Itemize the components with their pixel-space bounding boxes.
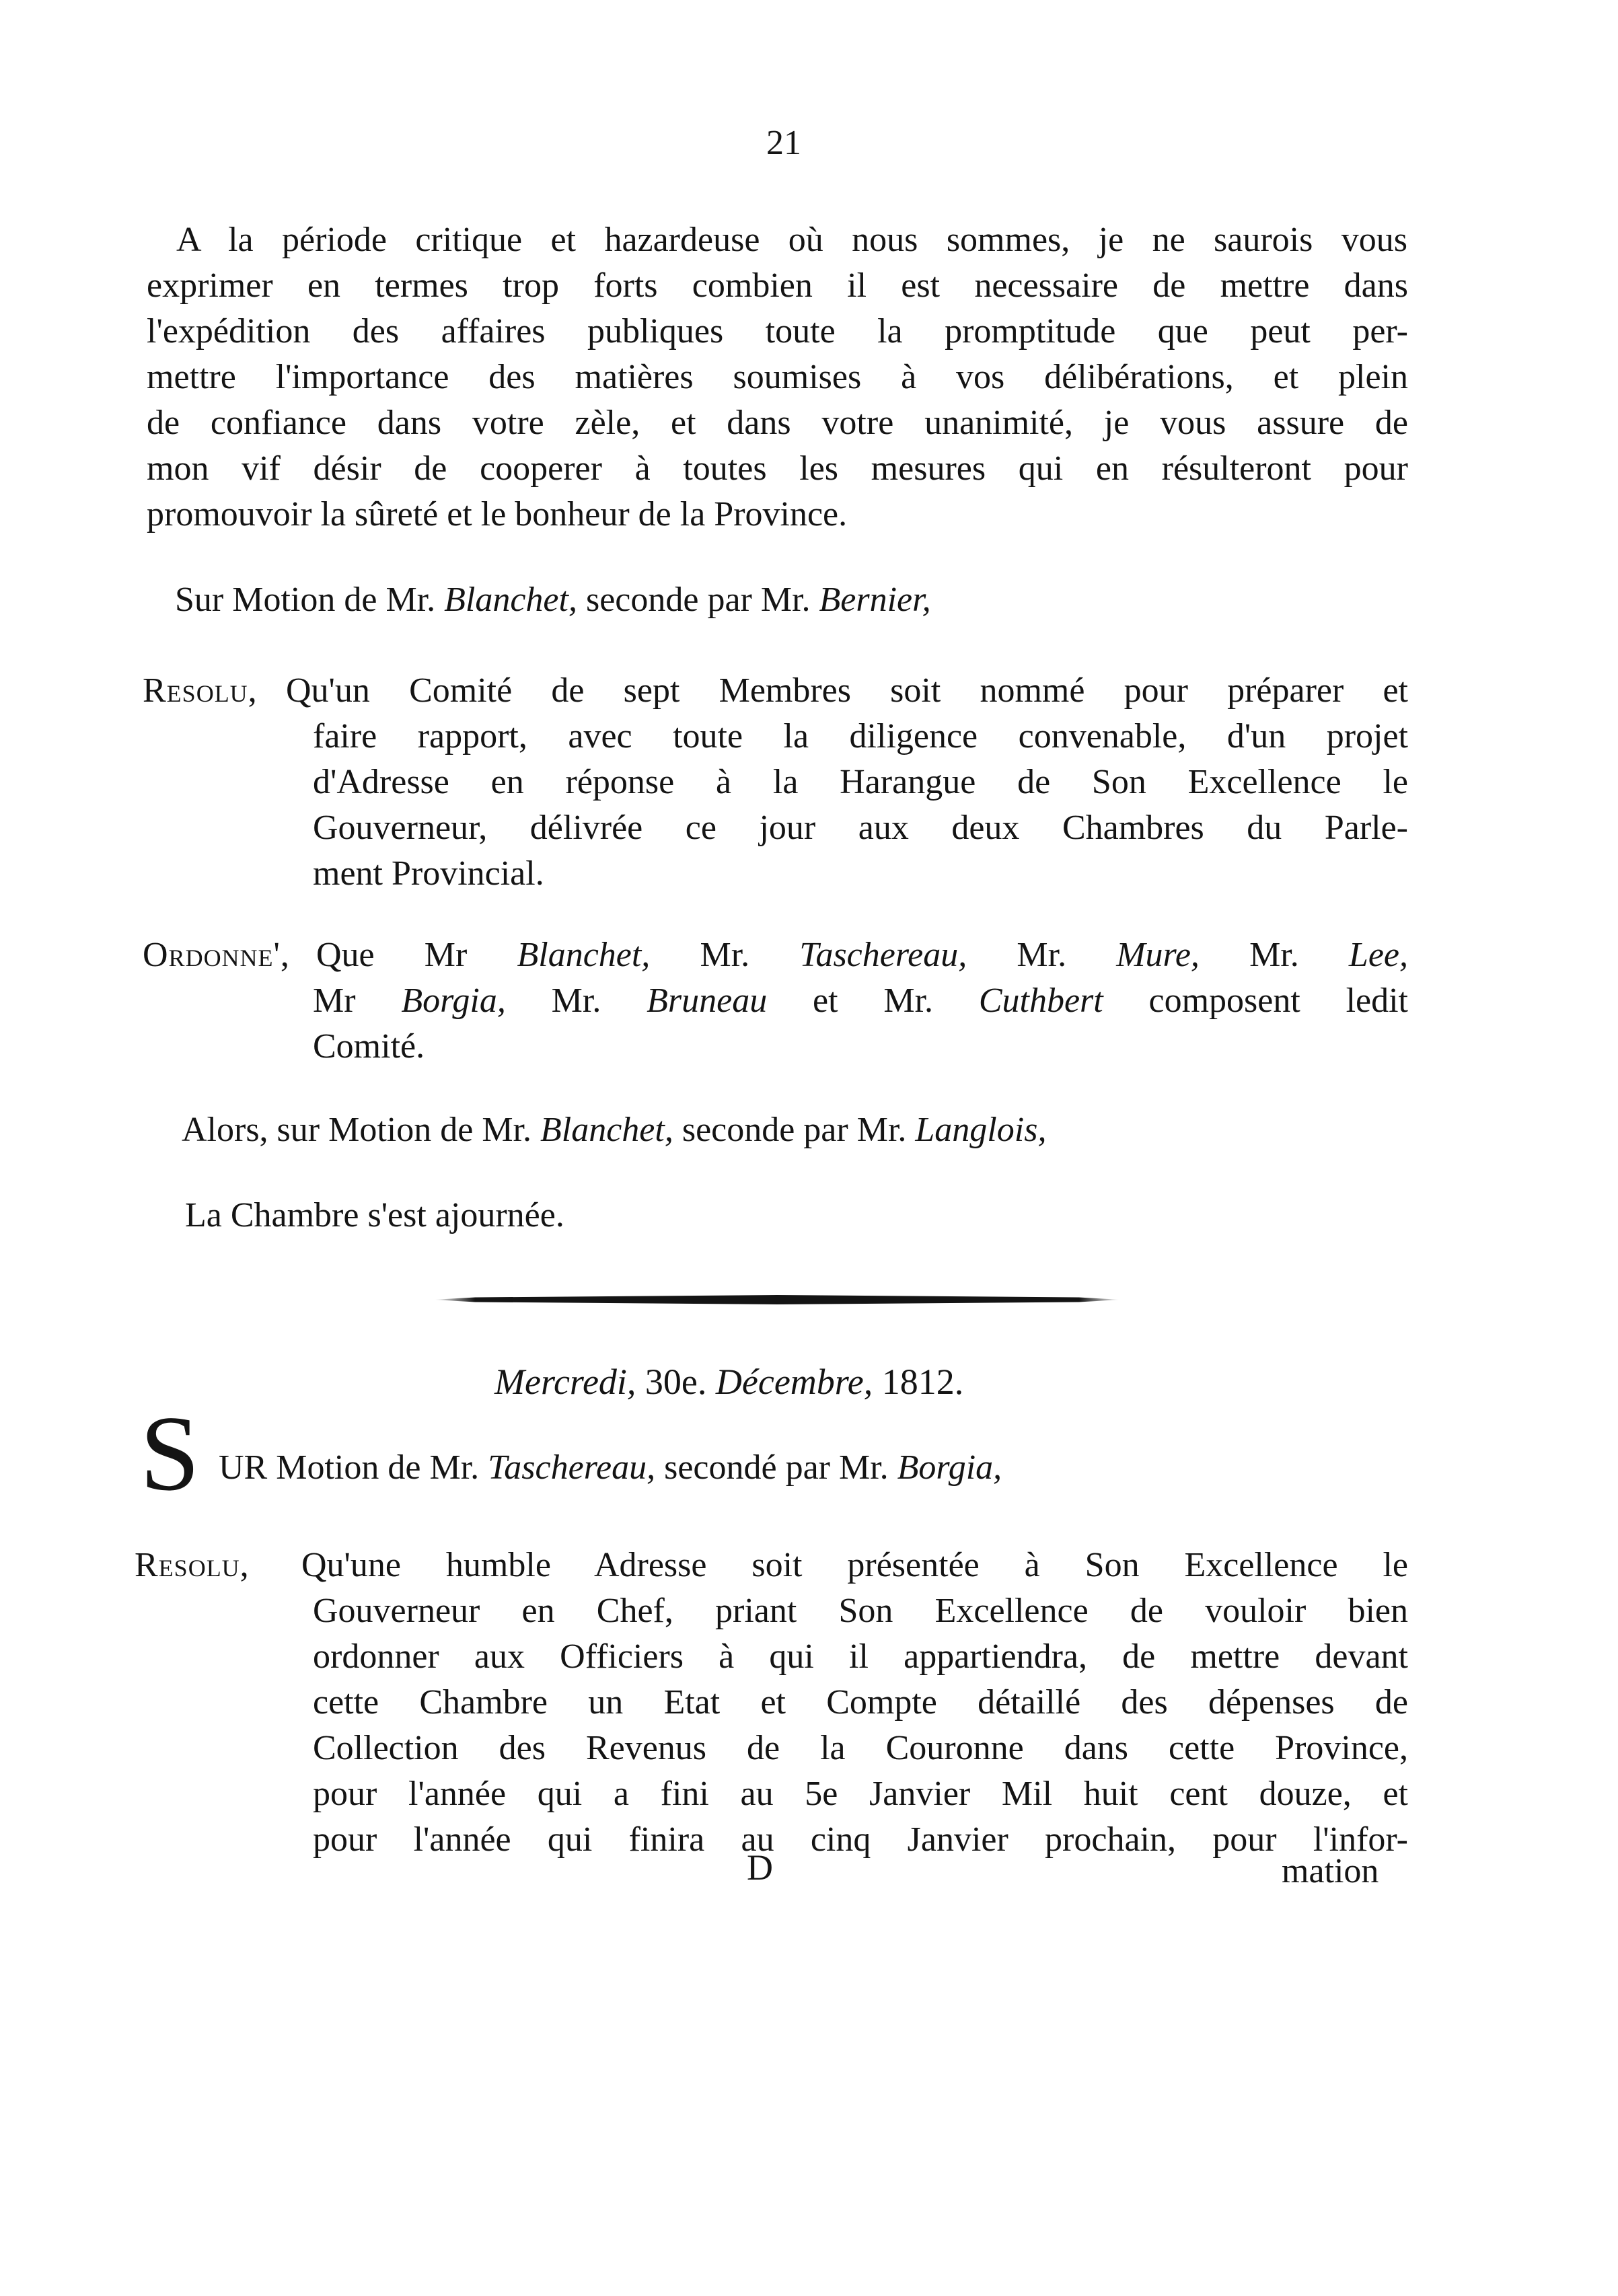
speech-line: promouvoir la sûreté et le bonheur de la Province.: [147, 495, 848, 533]
resolution-line: Qu'une humble Adresse soit présentée à Son Excellence le: [301, 1546, 1408, 1584]
speech-line: exprimer en termes trop forts combien il est necessaire de mettre dans: [147, 266, 1408, 305]
catchword: mation: [1282, 1852, 1379, 1890]
member-name: Blanchet,: [540, 1111, 673, 1149]
member-name: Blanchet,: [444, 581, 577, 619]
resolution-line: Gouverneur en Chef, priant Son Excellence de vouloir bien: [313, 1592, 1408, 1630]
member-name: Bernier,: [819, 581, 931, 619]
speech-line: mon vif désir de cooperer à toutes les mesures qui en résulteront pour: [147, 449, 1408, 488]
resolu-label: Resolu,: [135, 1546, 250, 1584]
signature-mark: D: [747, 1847, 773, 1888]
motion-blanchet-bernier: Sur Motion de Mr. Blanchet, seconde par Mr. Bernier,: [175, 581, 931, 619]
order-line: Mr Borgia, Mr. Bruneau et Mr. Cuthbert composent ledit: [313, 982, 1409, 1020]
speech-line: mettre l'importance des matières soumises à vos délibérations, et plein: [147, 358, 1408, 396]
page-number: 21: [766, 124, 801, 162]
speech-line: A la période critique et hazardeuse où nous sommes, je ne saurois vous: [176, 221, 1407, 259]
resolution-line: Collection des Revenus de la Couronne dans cette Province,: [313, 1729, 1408, 1767]
resolution-line: d'Adresse en réponse à la Harangue de Son Excellence le: [313, 763, 1408, 801]
order-line: Que Mr Blanchet, Mr. Taschereau, Mr. Mure, Mr. Lee,: [316, 936, 1408, 974]
adjournment-line: La Chambre s'est ajournée.: [185, 1196, 564, 1234]
resolution-line: pour l'année qui finira au cinq Janvier prochain, pour l'infor-: [313, 1820, 1408, 1859]
member-name: Borgia,: [897, 1448, 1002, 1487]
resolu-label: Resolu,: [143, 671, 258, 710]
motion-blanchet-langlois: Alors, sur Motion de Mr. Blanchet, seconde par Mr. Langlois,: [182, 1111, 1047, 1149]
resolution-line: pour l'année qui a fini au 5e Janvier Mil huit cent douze, et: [313, 1775, 1408, 1813]
resolution-line: ment Provincial.: [313, 854, 544, 893]
resolution-line: ordonner aux Officiers à qui il appartiendra, de mettre devant: [313, 1637, 1408, 1676]
drop-cap: S: [140, 1393, 200, 1513]
motion-taschereau-borgia: UR Motion de Mr. Taschereau, secondé par Mr. Borgia,: [219, 1448, 1002, 1487]
section-rule: [434, 1295, 1120, 1304]
resolution-line: Qu'un Comité de sept Membres soit nommé pour préparer et: [286, 671, 1408, 710]
session-date: Mercredi, 30e. Décembre, 1812.: [494, 1362, 964, 1402]
ordonne-label: Ordonne',: [143, 936, 290, 974]
member-name: Langlois,: [915, 1111, 1047, 1149]
resolution-line: faire rapport, avec toute la diligence convenable, d'un projet: [313, 717, 1408, 755]
order-line: Comité.: [313, 1027, 425, 1066]
speech-line: l'expédition des affaires publiques toute la promptitude que peut per-: [147, 312, 1408, 350]
resolution-line: cette Chambre un Etat et Compte détaillé des dépenses de: [313, 1683, 1408, 1721]
resolution-line: Gouverneur, délivrée ce jour aux deux Chambres du Parle-: [313, 809, 1408, 847]
member-name: Taschereau,: [488, 1448, 656, 1487]
speech-line: de confiance dans votre zèle, et dans votre unanimité, je vous assure de: [147, 404, 1408, 442]
